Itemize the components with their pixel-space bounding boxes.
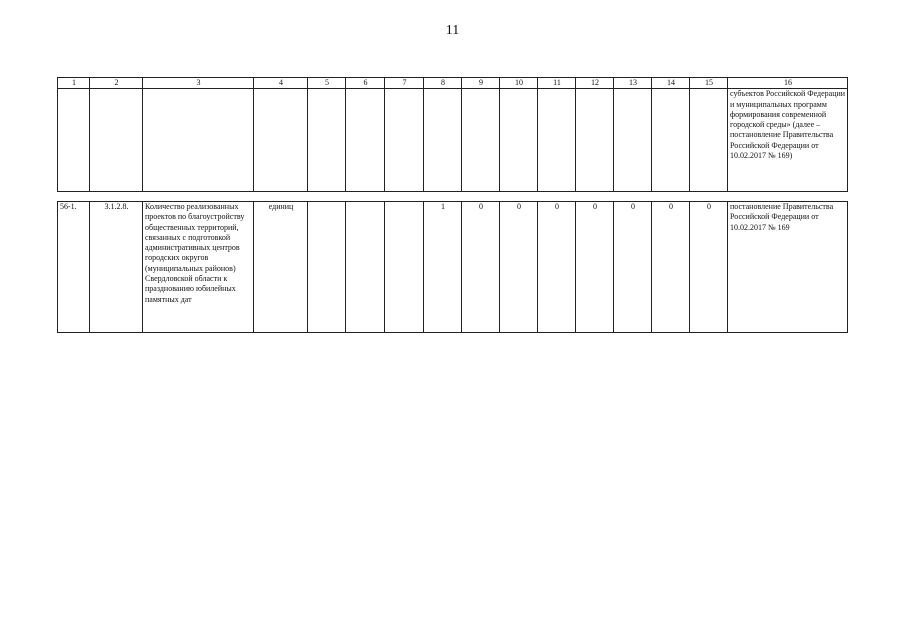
unit-cell: единиц — [254, 202, 308, 333]
value-cell: 0 — [462, 202, 500, 333]
column-number: 5 — [308, 78, 346, 89]
table-cell — [500, 89, 538, 192]
value-cell: 0 — [576, 202, 614, 333]
table-cell — [652, 89, 690, 192]
source-document-cell: субъектов Российской Федерации и муниципальных программ формирования современной городской среды» (далее – постановление Правительства Российской Федерации от 10.02.2017 № 169) — [728, 89, 848, 192]
table-cell — [385, 89, 424, 192]
column-number: 11 — [538, 78, 576, 89]
column-number: 13 — [614, 78, 652, 89]
indicator-code-cell: 3.1.2.8. — [90, 202, 143, 333]
value-cell — [308, 202, 346, 333]
column-number: 10 — [500, 78, 538, 89]
column-number: 16 — [728, 78, 848, 89]
column-number: 4 — [254, 78, 308, 89]
value-cell: 0 — [690, 202, 728, 333]
table-cell — [576, 89, 614, 192]
column-numbers-row — [58, 78, 848, 89]
value-cell: 0 — [500, 202, 538, 333]
column-number: 6 — [346, 78, 385, 89]
table-row — [58, 202, 848, 333]
page-number: 11 — [445, 23, 460, 38]
indicator-name-cell: Количество реализованных проектов по благоустройству общественных территорий, связанных с подготовкой административных центров городских округов (муниципальных районов) Свердловской области к празднованию юбилейных памятных дат — [143, 202, 254, 333]
table-cell — [143, 89, 254, 192]
table-cell — [346, 89, 385, 192]
table-cell — [58, 89, 90, 192]
value-cell: 1 — [424, 202, 462, 333]
table-cell — [462, 89, 500, 192]
table-cell — [614, 89, 652, 192]
column-number: 1 — [58, 78, 90, 89]
value-cell: 0 — [652, 202, 690, 333]
indicators-table-header — [57, 77, 848, 192]
value-cell: 0 — [614, 202, 652, 333]
table-cell — [90, 89, 143, 192]
column-number: 8 — [424, 78, 462, 89]
source-document-cell: постановление Правительства Российской Федерации от 10.02.2017 № 169 — [728, 202, 848, 333]
column-number: 12 — [576, 78, 614, 89]
column-number: 2 — [90, 78, 143, 89]
table-cell — [424, 89, 462, 192]
column-number: 15 — [690, 78, 728, 89]
table-cell — [690, 89, 728, 192]
table-cell — [538, 89, 576, 192]
value-cell: 0 — [538, 202, 576, 333]
value-cell — [385, 202, 424, 333]
column-number: 14 — [652, 78, 690, 89]
table-cell — [308, 89, 346, 192]
column-number: 9 — [462, 78, 500, 89]
table-cell — [254, 89, 308, 192]
value-cell — [346, 202, 385, 333]
column-number: 7 — [385, 78, 424, 89]
continuation-row — [58, 89, 848, 192]
row-number-cell: 56-1. — [58, 202, 90, 333]
indicators-table-body — [57, 201, 848, 333]
column-number: 3 — [143, 78, 254, 89]
